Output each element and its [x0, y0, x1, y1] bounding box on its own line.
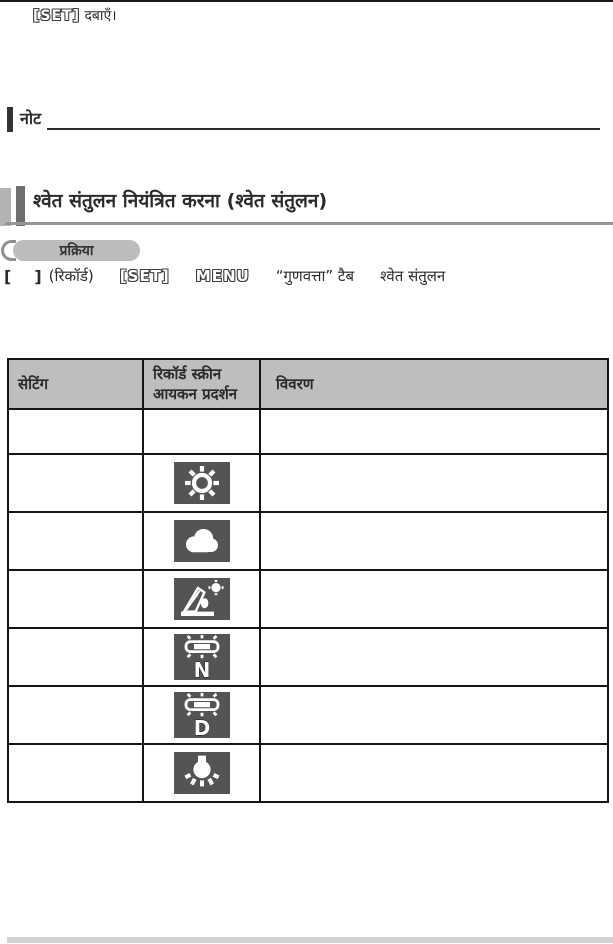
section-accent-bar-dark	[16, 186, 25, 226]
description-cell	[260, 686, 608, 744]
description-cell	[260, 744, 608, 802]
setting-cell	[8, 744, 143, 802]
daylight-sun-icon	[174, 462, 230, 504]
setting-cell	[8, 628, 143, 686]
record-mode-step	[4, 266, 94, 286]
description-cell	[260, 454, 608, 512]
note-rule	[47, 128, 600, 130]
section-accent-bar-light	[0, 188, 11, 226]
quality-tab-step: “गुणवत्ता” टैब	[275, 267, 355, 285]
white-balance-table	[7, 358, 609, 803]
note-heading: नोट	[20, 109, 42, 128]
table-row	[8, 570, 608, 628]
procedure-label: प्रक्रिया	[13, 240, 140, 261]
table-row	[8, 409, 608, 454]
page-top-divider	[0, 0, 613, 2]
overcast-cloud-icon	[174, 520, 230, 562]
fluorescent-letter: D	[193, 716, 210, 738]
description-cell	[260, 512, 608, 570]
tungsten-bulb-icon	[174, 752, 230, 794]
step-instruction	[33, 6, 117, 25]
table-row	[8, 454, 608, 512]
white-balance-step: श्वेत संतुलन	[380, 267, 446, 285]
fluorescent-letter: N	[193, 658, 210, 680]
table-header-row	[8, 359, 608, 409]
note-accent-bar	[7, 107, 13, 132]
fluorescent-n-icon	[174, 634, 230, 680]
icon-cell-empty	[143, 409, 260, 454]
record-label: (रिकॉर्ड)	[48, 267, 94, 285]
table-row	[8, 744, 608, 802]
set-button-step: [SET]	[119, 267, 170, 285]
col-header-description: विवरण	[260, 359, 608, 409]
table-row	[8, 512, 608, 570]
section-underline	[5, 222, 613, 225]
setting-cell	[8, 409, 143, 454]
col-header-setting: सेटिंग	[8, 359, 143, 409]
col-header-icon-display: रिकॉर्ड स्क्रीन आयकन प्रदर्शन	[143, 359, 260, 409]
step-text: दबाएँ।	[84, 8, 117, 24]
setting-cell	[8, 570, 143, 628]
page-bottom-bar	[7, 937, 613, 943]
table-row	[8, 686, 608, 744]
fluorescent-d-icon	[174, 692, 230, 738]
shade-icon	[174, 578, 230, 620]
description-cell	[260, 409, 608, 454]
description-cell	[260, 628, 608, 686]
table-row	[8, 628, 608, 686]
setting-cell	[8, 454, 143, 512]
procedure-banner	[1, 240, 140, 261]
bracket-open: [	[4, 266, 12, 286]
description-cell	[260, 570, 608, 628]
procedure-path	[4, 266, 445, 286]
setting-cell	[8, 512, 143, 570]
bracket-close: ]	[34, 266, 42, 286]
section-title: श्वेत संतुलन नियंत्रित करना (श्वेत संतुलन)	[33, 190, 328, 212]
menu-button-step: MENU	[195, 267, 250, 285]
setting-cell	[8, 686, 143, 744]
set-button-label: [SET]	[33, 8, 80, 24]
